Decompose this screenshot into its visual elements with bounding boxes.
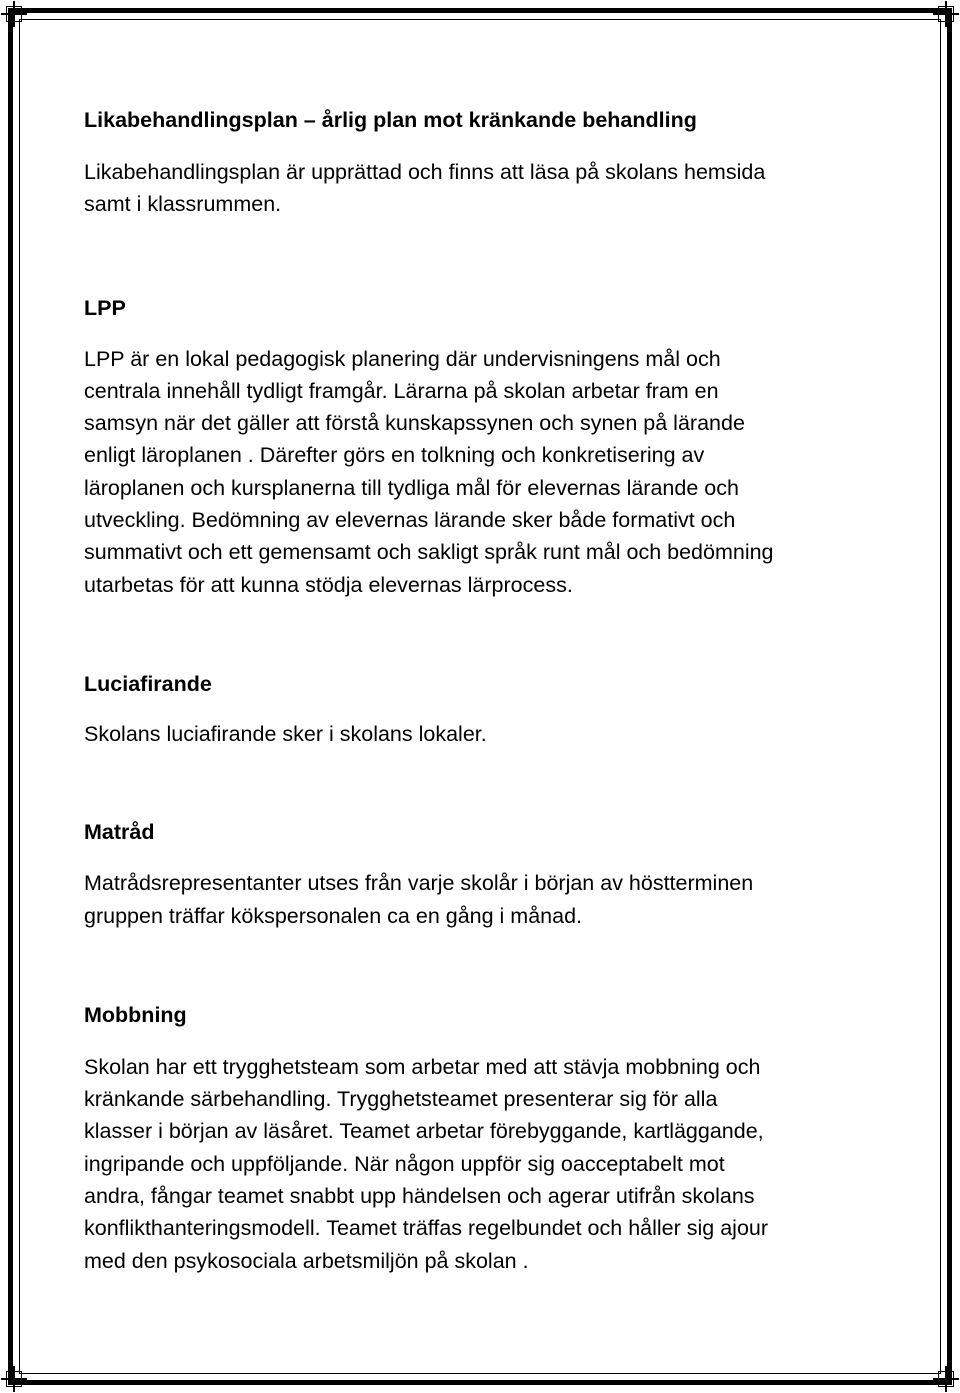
text-line: andra, fångar teamet snabbt upp händelsen och agerar utifrån skolans <box>84 1184 755 1209</box>
text-line: Matrådsrepresentanter utses från varje skolår i början av höstterminen <box>84 871 754 896</box>
text-line: summativt och ett gemensamt och sakligt språk runt mål och bedömning <box>84 540 774 565</box>
section-heading: Likabehandlingsplan – årlig plan mot kränkande behandling <box>84 108 697 132</box>
text-line: Skolans luciafirande sker i skolans lokaler. <box>84 721 487 746</box>
section-luciafirande <box>84 668 884 750</box>
section-heading: Matråd <box>84 820 155 845</box>
section-paragraph <box>84 1051 884 1277</box>
section-likabehandlingsplan <box>84 104 884 221</box>
text-line: utveckling. Bedömning av elevernas lärande sker både formativt och <box>84 508 736 533</box>
section-mobbning <box>84 999 884 1277</box>
corner-ornament-icon <box>933 1366 959 1392</box>
text-line: samsyn när det gäller att förstå kunskapssynen och synen på lärande <box>84 411 745 436</box>
section-heading: Mobbning <box>84 1002 187 1027</box>
section-paragraph <box>84 867 884 932</box>
section-lpp <box>84 292 884 601</box>
document-body <box>84 104 884 1277</box>
text-line: konflikthanteringsmodell. Teamet träffas regelbundet och håller sig ajour <box>84 1216 769 1241</box>
text-line: kränkande särbehandling. Trygghetsteamet presenterar sig för alla <box>84 1087 718 1112</box>
section-matrad <box>84 816 884 932</box>
section-paragraph <box>84 343 884 601</box>
text-line: gruppen träffar kökspersonalen ca en gång i månad. <box>84 903 583 928</box>
text-line: LPP är en lokal pedagogisk planering där undervisningens mål och <box>84 346 721 371</box>
text-line: enligt läroplanen . Därefter görs en tolkning och konkretisering av <box>84 443 705 468</box>
section-paragraph <box>84 156 884 221</box>
text-line: utarbetas för att kunna stödja elevernas lärprocess. <box>84 572 573 597</box>
text-line: centrala innehåll tydligt framgår. Lärarna på skolan arbetar fram en <box>84 378 719 403</box>
corner-ornament-icon <box>1 1 27 27</box>
text-line: med den psykosociala arbetsmiljön på skolan . <box>84 1248 529 1273</box>
text-line: Likabehandlingsplan är upprättad och finns att läsa på skolans hemsida <box>84 160 766 184</box>
section-heading: Luciafirande <box>84 671 212 696</box>
section-heading: LPP <box>84 295 126 320</box>
text-line: klasser i början av läsåret. Teamet arbetar förebyggande, kartläggande, <box>84 1119 764 1144</box>
text-line: läroplanen och kursplanerna till tydliga mål för elevernas lärande och <box>84 475 739 500</box>
text-line: ingripande och uppföljande. När någon uppför sig oacceptabelt mot <box>84 1151 725 1176</box>
text-line: samt i klassrummen. <box>84 192 282 217</box>
corner-ornament-icon <box>933 1 959 27</box>
text-line: Skolan har ett trygghetsteam som arbetar med att stävja mobbning och <box>84 1054 761 1079</box>
corner-ornament-icon <box>1 1366 27 1392</box>
section-paragraph <box>84 718 884 750</box>
